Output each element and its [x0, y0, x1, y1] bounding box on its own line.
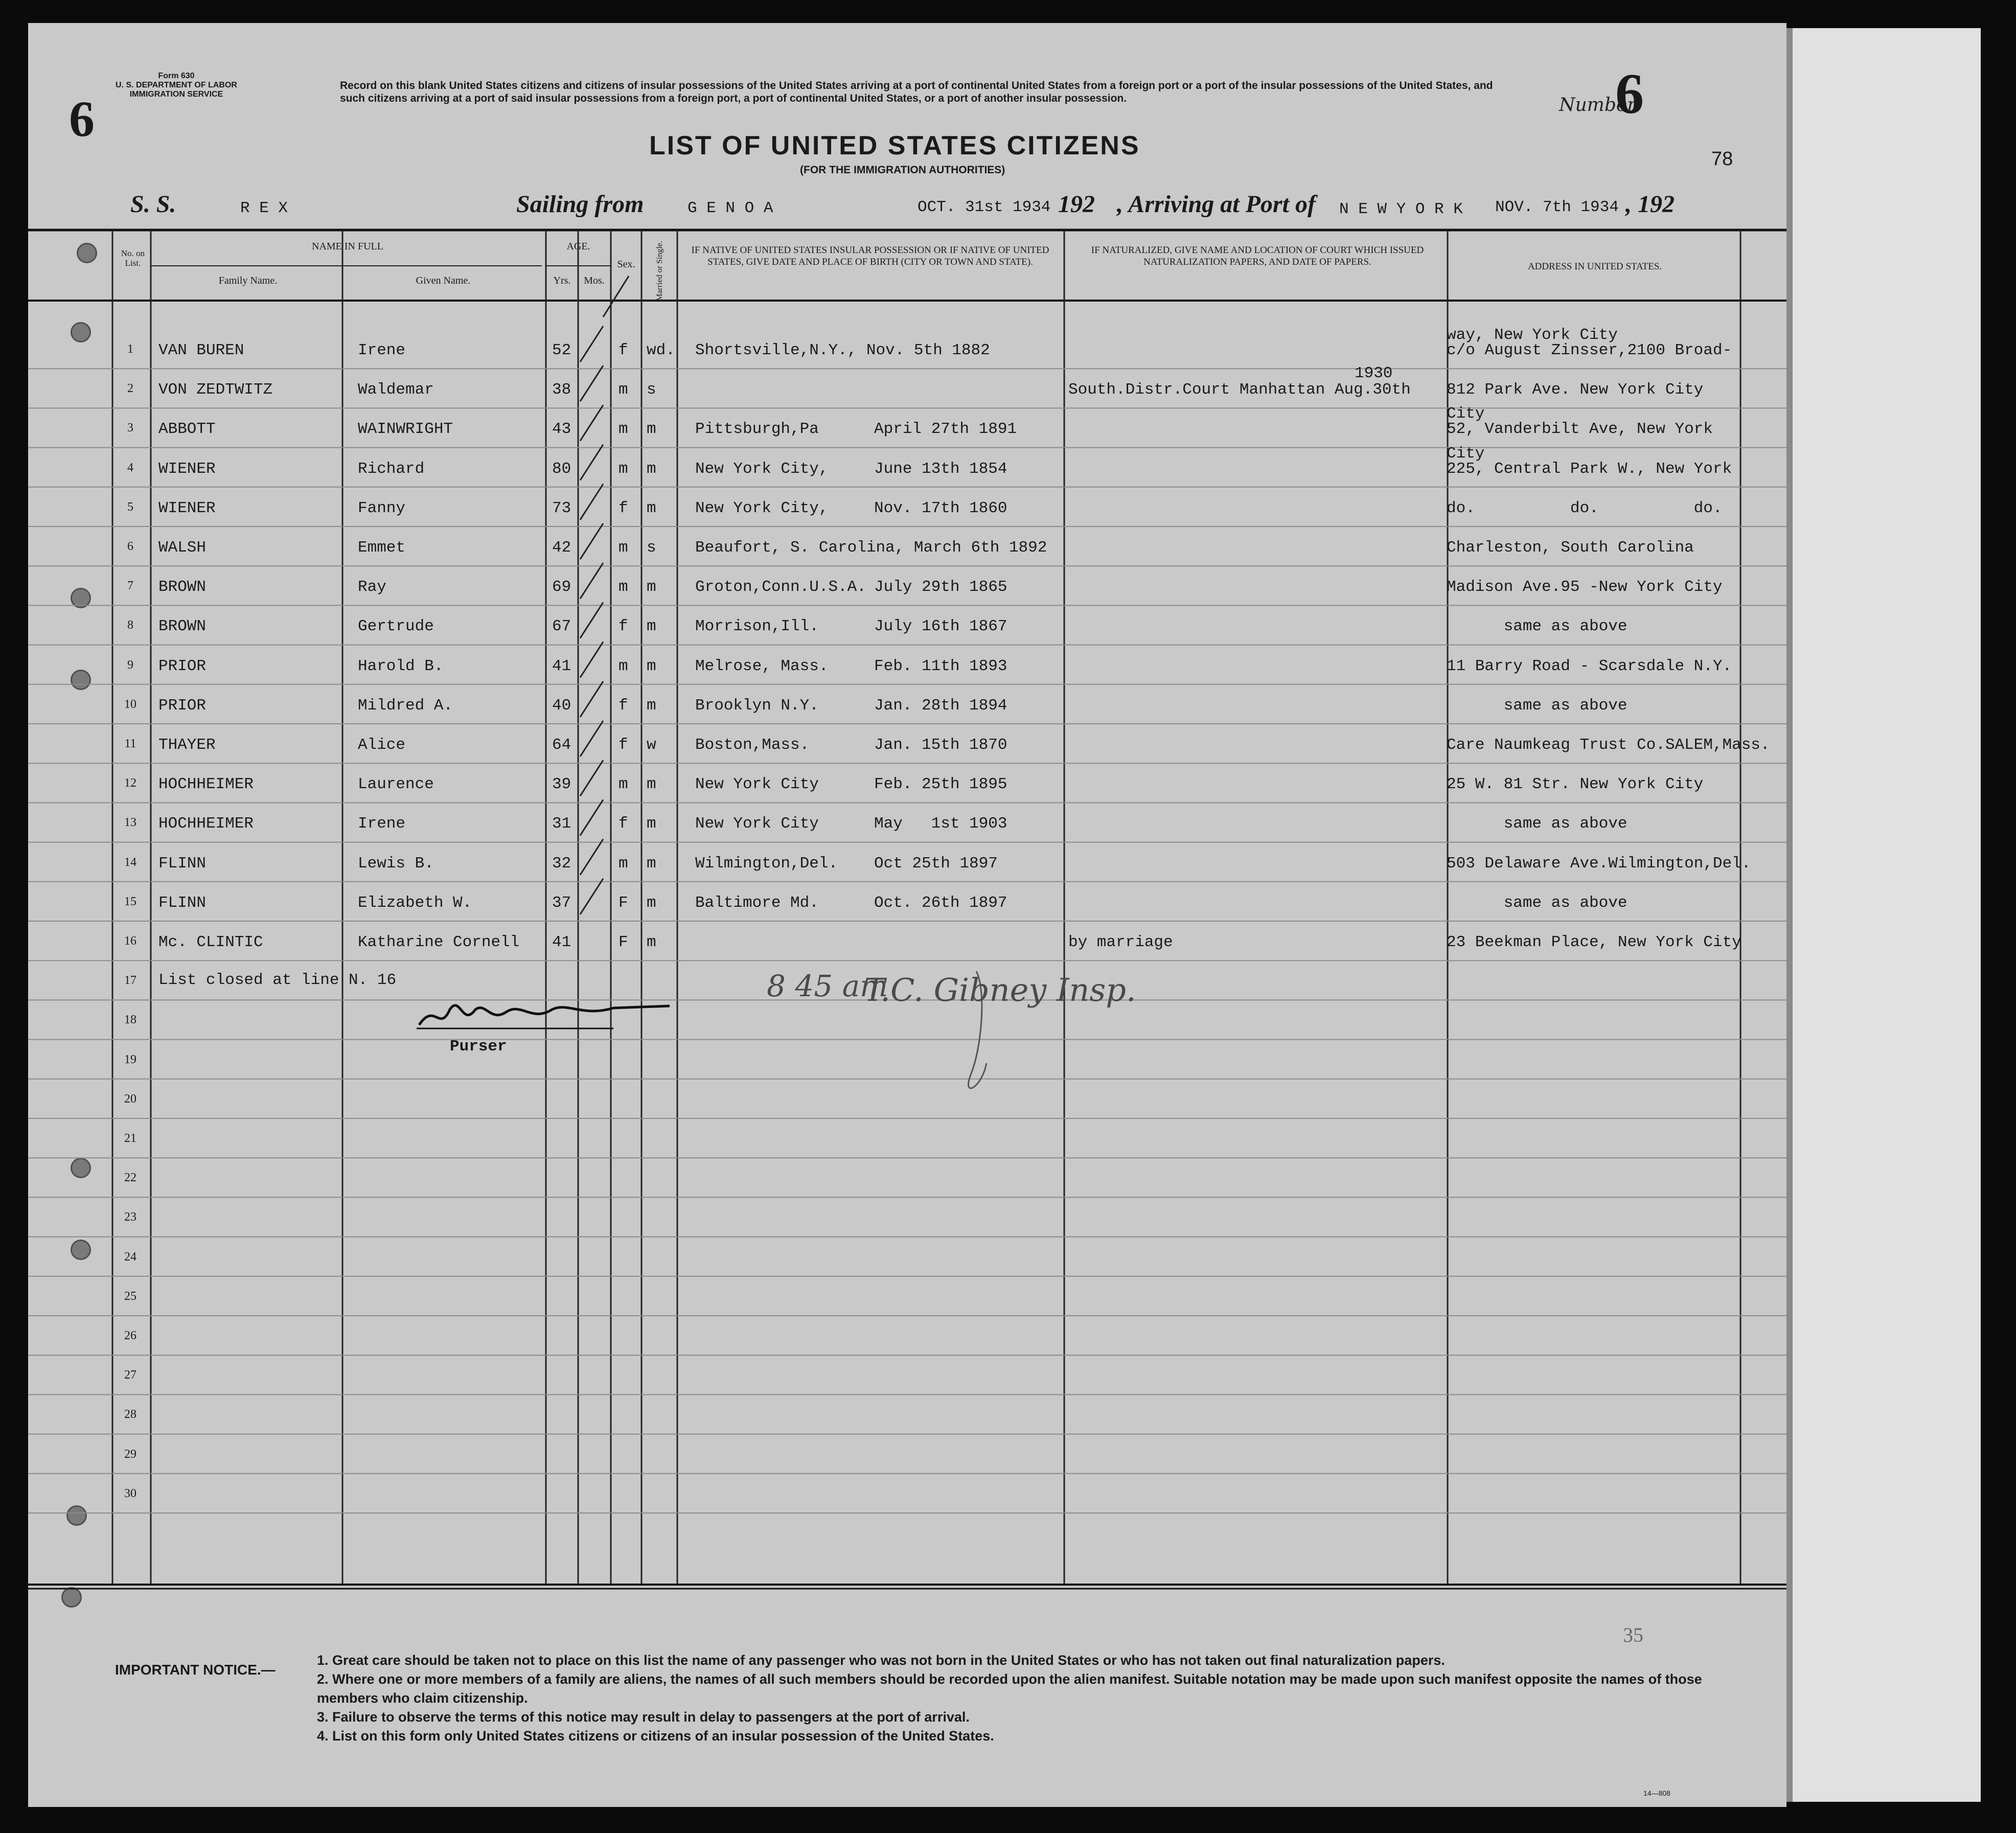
notice-item: 3. Failure to observe the terms of this notice may result in delay to passengers at the port of arrival. [317, 1709, 970, 1725]
sex: m [618, 539, 628, 557]
check-mark [580, 721, 603, 757]
sailing-date: OCT. 31st 1934 [918, 198, 1051, 216]
row-number: 12 [124, 776, 136, 790]
given-name: Laurence [358, 775, 434, 794]
header-months: Mos. [584, 275, 605, 286]
check-mark [580, 799, 603, 835]
age-years: 43 [552, 420, 571, 439]
age-years: 32 [552, 854, 571, 873]
header-age: AGE. [566, 241, 590, 252]
row-number: 24 [124, 1250, 136, 1264]
given-name: Irene [358, 815, 406, 833]
row-number: 26 [124, 1329, 136, 1342]
header-birth: IF NATIVE OF UNITED STATES INSULAR POSSESSION OR IF NATIVE OF UNITED STATES, GIVE DATE AND PLACE OF BIRTH (CITY OR TOWN AND STATE). [691, 245, 1049, 267]
header-address: ADDRESS IN UNITED STATES. [1527, 261, 1662, 272]
given-name: Alice [358, 736, 406, 754]
marital-status: m [647, 775, 656, 794]
check-mark [580, 681, 603, 717]
address-continued: City [1447, 405, 1485, 423]
arriving-port: N E W Y O R K [1339, 200, 1463, 218]
marital-status: m [647, 578, 656, 597]
ship-name: R E X [240, 199, 288, 217]
address: same as above [1447, 893, 1628, 912]
birth-date: Feb. 11th 1893 [874, 657, 1007, 675]
birth-date: Feb. 25th 1895 [874, 775, 1007, 794]
sex: m [618, 854, 628, 873]
row-number: 8 [127, 618, 133, 632]
check-mark [580, 445, 603, 480]
marital-status: m [647, 460, 656, 478]
list-closed-text: List closed at line N. 16 [158, 971, 397, 989]
row-number: 6 [127, 540, 133, 553]
naturalization: South.Distr.Court Manhattan Aug.30th [1068, 381, 1411, 399]
birth-place: Pittsburgh,Pa [695, 420, 819, 439]
marital-status: m [647, 617, 656, 636]
address: 23 Beekman Place, New York City [1447, 933, 1742, 951]
birth-date: Oct. 26th 1897 [874, 893, 1007, 912]
row-number: 28 [124, 1408, 136, 1422]
header-years: Yrs. [553, 275, 571, 286]
marital-status: m [647, 657, 656, 675]
form-instructions: Record on this blank United States citizens and citizens of insular possessions of the United States arriving at a port of continental United States from a foreign port or a port of the insular possessions of the United States, and such citizens arriving at a port of said insular possessions from a foreign port, a port of continental United States, or a port of another insular possession. [340, 80, 1493, 104]
row-number: 14 [124, 855, 136, 869]
birth-place: New York City, [695, 460, 829, 478]
age-years: 67 [552, 617, 571, 636]
sex: m [618, 657, 628, 675]
address: same as above [1447, 815, 1628, 833]
age-years: 42 [552, 539, 571, 557]
birth-place: Morrison,Ill. [695, 617, 819, 636]
marital-status: m [647, 933, 656, 951]
sex: f [618, 815, 628, 833]
address: 503 Delaware Ave.Wilmington,Del. [1447, 854, 1751, 873]
check-mark [580, 642, 603, 678]
marital-status: m [647, 499, 656, 517]
birth-date: Oct 25th 1897 [874, 854, 998, 873]
print-code: 14—808 [1643, 1789, 1670, 1797]
address: 225, Central Park W., New York [1447, 460, 1732, 478]
check-mark [580, 879, 603, 914]
family-name: THAYER [158, 736, 216, 754]
given-name: Richard [358, 460, 425, 478]
check-mark [580, 365, 603, 401]
given-name: Waldemar [358, 381, 434, 399]
row-number: 27 [124, 1368, 136, 1382]
given-name: WAINWRIGHT [358, 420, 453, 439]
row-number: 7 [127, 579, 133, 593]
ss-label: S. S. [130, 191, 176, 218]
form-number-big: 6 [69, 90, 95, 147]
check-mark [580, 563, 603, 599]
birth-place: New York City [695, 775, 819, 794]
row-number: 4 [127, 461, 133, 474]
given-name: Elizabeth W. [358, 893, 472, 912]
arriving-date: NOV. 7th 1934 [1495, 198, 1619, 216]
age-years: 41 [552, 933, 571, 951]
row-number: 23 [124, 1210, 136, 1224]
check-mark [580, 839, 603, 875]
birth-place: Groton,Conn.U.S.A. [695, 578, 866, 597]
notice-item: 1. Great care should be taken not to place on this list the name of any passenger who was not born in the United States or who has not taken out final naturalization papers. [317, 1653, 1445, 1668]
sex: m [618, 381, 628, 399]
marital-status: s [647, 381, 656, 399]
birth-date: Jan. 28th 1894 [874, 696, 1007, 715]
row-number: 30 [124, 1486, 136, 1500]
row-number: 15 [124, 895, 136, 908]
check-mark [580, 523, 603, 559]
age-years: 69 [552, 578, 571, 597]
row-number: 18 [124, 1013, 136, 1027]
number-label: Number [1559, 95, 1636, 116]
address: 25 W. 81 Str. New York City [1447, 775, 1704, 794]
header-no: No. on List. [121, 248, 145, 268]
family-name: FLINN [158, 893, 207, 912]
birth-place: Shortsville,N.Y., Nov. 5th 1882 [695, 341, 990, 359]
family-name: Mc. CLINTIC [158, 933, 263, 951]
birth-place: Boston,Mass. [695, 736, 810, 754]
given-name: Gertrude [358, 617, 434, 636]
marital-status: m [647, 815, 656, 833]
birth-date: Nov. 17th 1860 [874, 499, 1007, 517]
department: U. S. DEPARTMENT OF LABOR [116, 81, 237, 89]
birth-place: New York City [695, 815, 819, 833]
address: Charleston, South Carolina [1447, 539, 1694, 557]
header-married-single: Married or Single. [655, 241, 664, 301]
address: do. do. do. [1447, 499, 1723, 517]
row-number: 1 [127, 342, 133, 356]
age-years: 39 [552, 775, 571, 794]
form-subtitle: (FOR THE IMMIGRATION AUTHORITIES) [800, 164, 1005, 176]
notice-item: 4. List on this form only United States citizens or citizens of an insular possession of the United States. [317, 1728, 994, 1744]
family-name: BROWN [158, 578, 207, 597]
address-continued: City [1447, 444, 1485, 463]
sailing-port: G E N O A [688, 199, 773, 217]
row-number: 2 [127, 382, 133, 396]
form-title: LIST OF UNITED STATES CITIZENS [649, 131, 1140, 161]
address: same as above [1447, 696, 1628, 715]
age-years: 31 [552, 815, 571, 833]
birth-place: Melrose, Mass. [695, 657, 829, 675]
family-name: ABBOTT [158, 420, 216, 439]
marital-status: w [647, 736, 656, 754]
arriving-label: , Arriving at Port of [1117, 191, 1316, 218]
row-number: 16 [124, 934, 136, 948]
naturalization: by marriage [1068, 933, 1173, 951]
age-years: 41 [552, 657, 571, 675]
address: Madison Ave.95 -New York City [1447, 578, 1723, 597]
check-mark [580, 602, 603, 638]
birth-place: Brooklyn N.Y. [695, 696, 819, 715]
row-number: 17 [124, 974, 136, 988]
header-sex: Sex. [617, 259, 635, 270]
family-name: VON ZEDTWITZ [158, 381, 273, 399]
given-name: Katharine Cornell [358, 933, 520, 951]
sex: m [618, 775, 628, 794]
form-no: Form 630 [158, 72, 195, 80]
sailing-year-blank: 192 [1058, 191, 1095, 218]
address: same as above [1447, 617, 1628, 636]
notice-label: IMPORTANT NOTICE.— [115, 1662, 276, 1678]
address: Care Naumkeag Trust Co.SALEM,Mass. [1447, 736, 1770, 754]
header-name-in-full: NAME IN FULL [312, 241, 383, 252]
row-number: 5 [127, 500, 133, 514]
birth-place: New York City, [695, 499, 829, 517]
row-number: 10 [124, 697, 136, 711]
stamp-number: 35 [1623, 1623, 1643, 1646]
arriving-year-blank: , 192 [1625, 191, 1675, 218]
naturalization-year: 1930 [1355, 364, 1393, 383]
sex: F [618, 893, 628, 912]
row-number: 13 [124, 816, 136, 830]
row-number: 22 [124, 1171, 136, 1185]
notice-item: 2. Where one or more members of a family are aliens, the names of all such members should be recorded upon the alien manifest. Suitable notation may be made upon such manifest opposite the names of those members who claim citizenship. [317, 1671, 1702, 1706]
marital-status: m [647, 696, 656, 715]
sex: f [618, 696, 628, 715]
notice-items [317, 1651, 1738, 1746]
age-years: 73 [552, 499, 571, 517]
row-number: 20 [124, 1092, 136, 1106]
marital-status: s [647, 539, 656, 557]
age-years: 64 [552, 736, 571, 754]
family-name: HOCHHEIMER [158, 775, 254, 794]
given-name: Emmet [358, 539, 406, 557]
row-number: 11 [124, 737, 136, 750]
sex: f [618, 499, 628, 517]
header-naturalized: IF NATURALIZED, GIVE NAME AND LOCATION OF COURT WHICH ISSUED NATURALIZATION PAPERS, AND DATE OF PAPERS. [1091, 245, 1424, 267]
address: 52, Vanderbilt Ave, New York [1447, 420, 1713, 439]
row-number: 3 [127, 421, 133, 435]
family-name: VAN BUREN [158, 341, 244, 359]
birth-place: Wilmington,Del. [695, 854, 838, 873]
age-years: 80 [552, 460, 571, 478]
marital-status: m [647, 893, 656, 912]
service: IMMIGRATION SERVICE [129, 90, 223, 99]
sex: f [618, 617, 628, 636]
address: 812 Park Ave. New York City [1447, 381, 1704, 399]
birth-date: July 29th 1865 [874, 578, 1007, 597]
address: 11 Barry Road - Scarsdale N.Y. [1447, 657, 1732, 675]
given-name: Ray [358, 578, 386, 597]
address: c/o August Zinsser,2100 Broad- [1447, 341, 1732, 359]
birth-date: May 1st 1903 [874, 815, 1007, 833]
inspector-time: 8 45 am [767, 969, 888, 1003]
check-mark [580, 484, 603, 520]
given-name: Fanny [358, 499, 406, 517]
page-number: 78 [1711, 148, 1733, 170]
check-mark [580, 326, 603, 362]
row-number: 9 [127, 658, 133, 672]
birth-place: Baltimore Md. [695, 893, 819, 912]
family-name: BROWN [158, 617, 207, 636]
family-name: HOCHHEIMER [158, 815, 254, 833]
given-name: Mildred A. [358, 696, 453, 715]
birth-place: Beaufort, S. Carolina, March 6th 1892 [695, 539, 1047, 557]
given-name: Irene [358, 341, 406, 359]
age-years: 37 [552, 893, 571, 912]
purser-label: Purser [450, 1038, 507, 1056]
birth-date: April 27th 1891 [874, 420, 1017, 439]
check-mark [580, 760, 603, 796]
family-name: FLINN [158, 854, 207, 873]
family-name: WIENER [158, 499, 216, 517]
row-number: 21 [124, 1132, 136, 1145]
header-given-name: Given Name. [416, 275, 471, 286]
marital-status: wd. [647, 341, 675, 359]
age-years: 38 [552, 381, 571, 399]
row-number: 29 [124, 1447, 136, 1461]
sex: m [618, 578, 628, 597]
sex: m [618, 460, 628, 478]
sailing-label: Sailing from [516, 191, 644, 218]
given-name: Harold B. [358, 657, 444, 675]
age-years: 40 [552, 696, 571, 715]
age-years: 52 [552, 341, 571, 359]
birth-date: June 13th 1854 [874, 460, 1007, 478]
header-family-name: Family Name. [218, 275, 278, 286]
marital-status: m [647, 854, 656, 873]
family-name: WALSH [158, 539, 207, 557]
number-value: 6 [1615, 62, 1644, 126]
family-name: PRIOR [158, 696, 207, 715]
birth-date: Jan. 15th 1870 [874, 736, 1007, 754]
sex: f [618, 736, 628, 754]
inspector-signature: T.C. Gibney Insp. [864, 971, 1136, 1009]
marital-status: m [647, 420, 656, 439]
family-name: PRIOR [158, 657, 207, 675]
check-mark [580, 405, 603, 441]
birth-date: July 16th 1867 [874, 617, 1007, 636]
sex: F [618, 933, 628, 951]
sex: m [618, 420, 628, 439]
sex: f [618, 341, 628, 359]
address-continued: way, New York City [1447, 326, 1618, 344]
family-name: WIENER [158, 460, 216, 478]
row-number: 19 [124, 1052, 136, 1066]
given-name: Lewis B. [358, 854, 434, 873]
row-number: 25 [124, 1289, 136, 1303]
